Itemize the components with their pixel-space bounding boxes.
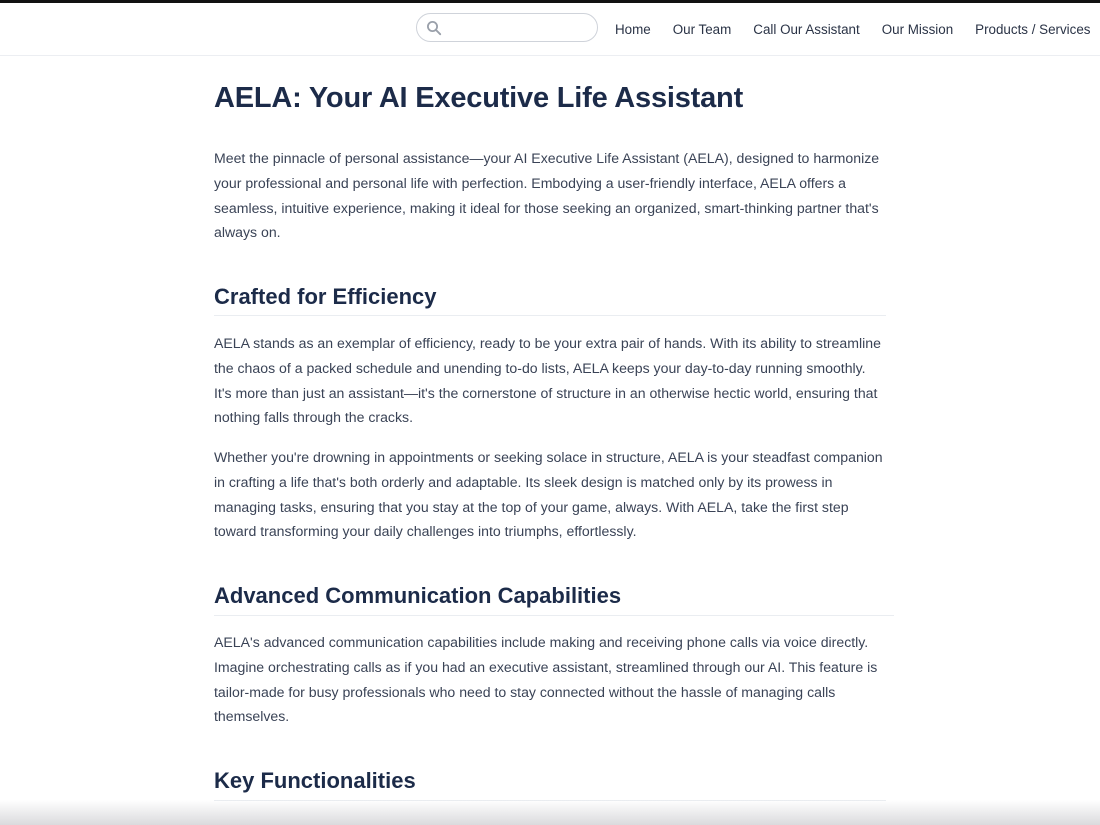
top-navbar: [0, 3, 1100, 56]
search-box[interactable]: [416, 13, 598, 42]
nav-link-our-team[interactable]: Our Team: [672, 21, 732, 37]
nav-links: [604, 3, 1100, 55]
nav-link-call-our-assistant[interactable]: Call Our Assistant: [753, 21, 860, 37]
efficiency-paragraph-2: Whether you're drowning in appointments or seeking solace in structure, AELA is your steadfast companion in crafting a life that's both orderly and adaptable. Its sleek design is matched only by its prowess in managing tasks, ensuring that you stay at the top of your game, always. With AELA, take the first step toward transforming your daily challenges into triumphs, effortlessly.: [214, 449, 883, 540]
search-icon: [426, 20, 442, 36]
bottom-fade: [0, 800, 1100, 825]
section-divider: [214, 315, 886, 316]
section-heading-communication: Advanced Communication Capabilities: [214, 583, 622, 608]
intro-paragraph: Meet the pinnacle of personal assistance—your AI Executive Life Assistant (AELA), designed to harmonize your professional and personal life with perfection. Embodying a user-friendly interface, AELA offers a seamless, intuitive experience, making it ideal for those seeking an organized, smart-thinking partner that's always on.: [214, 150, 880, 241]
page-title: AELA: Your AI Executive Life Assistant: [214, 82, 744, 114]
section-heading-efficiency: Crafted for Efficiency: [214, 284, 437, 309]
nav-link-our-mission[interactable]: Our Mission: [881, 21, 954, 37]
nav-link-home[interactable]: Home: [615, 21, 651, 37]
communication-paragraph: AELA's advanced communication capabilities include making and receiving phone calls via voice directly. Imagine orchestrating calls as if you had an executive assistant, streamlined through our AI. This feature is tailor-made for busy professionals who need to stay connected without the hassle of managing calls themselves.: [214, 634, 878, 725]
section-divider: [214, 615, 894, 616]
search-input[interactable]: [447, 17, 591, 39]
nav-link-products-services[interactable]: Products / Services: [975, 21, 1091, 37]
section-heading-key-functionalities: Key Functionalities: [214, 768, 416, 793]
efficiency-paragraph-1: AELA stands as an exemplar of efficiency, ready to be your extra pair of hands. With its ability to streamline the chaos of a packed schedule and unending to-do lists, AELA keeps your day-to-day running smoothly. It's more than just an assistant—it's the cornerstone of structure in an otherwise hectic world, ensuring that nothing falls through the cracks.: [214, 335, 881, 426]
